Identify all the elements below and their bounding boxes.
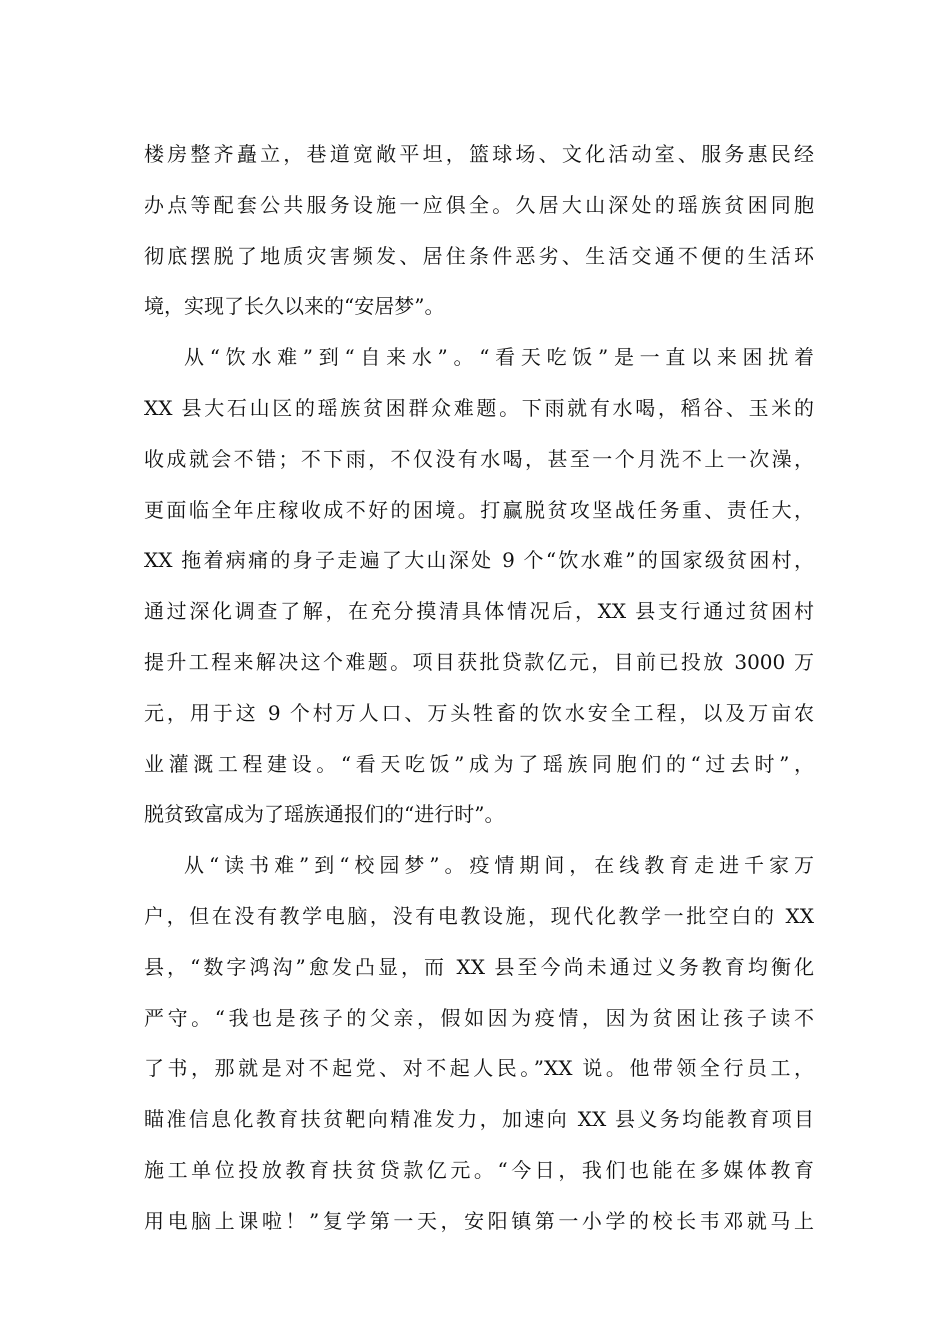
text-line: 严守。“我也是孩子的父亲，假如因为疫情，因为贫困让孩子读不: [144, 1005, 814, 1030]
text-line: 通过深化调查了解，在充分摸清具体情况后，XX 县支行通过贫困村: [144, 599, 814, 624]
text-line: 脱贫致富成为了瑶族通报们的“进行时”。: [144, 802, 505, 827]
text-line: 境，实现了长久以来的“安居梦”。: [144, 294, 445, 319]
text-line: 县，“数字鸿沟”愈发凸显，而 XX 县至今尚未通过义务教育均衡化: [144, 954, 814, 979]
text-line: 楼房整齐矗立，巷道宽敞平坦，篮球场、文化活动室、服务惠民经: [144, 142, 814, 166]
body-text: [144, 129, 814, 1247]
text-line: 收成就会不错；不下雨，不仅没有水喝，甚至一个月洗不上一次澡，: [144, 446, 814, 471]
paragraph-start-line: 从“读书难”到“校园梦”。疫情期间，在线教育走进千家万: [184, 853, 814, 878]
text-line: XX 拖着病痛的身子走遍了大山深处 9 个“饮水难”的国家级贫困村，: [144, 548, 814, 573]
text-line: 施工单位投放教育扶贫贷款亿元。“今日，我们也能在多媒体教育: [144, 1157, 814, 1182]
text-line: XX 县大石山区的瑶族贫困群众难题。下雨就有水喝，稻谷、玉米的: [144, 395, 814, 420]
text-line: 提升工程来解决这个难题。项目获批贷款亿元，目前已投放 3000 万: [144, 649, 814, 674]
paragraph-start-line: 从“饮水难”到“自来水”。“看天吃饭”是一直以来困扰着: [184, 345, 814, 370]
text-line: 更面临全年庄稼收成不好的困境。打赢脱贫攻坚战任务重、责任大，: [144, 497, 814, 522]
text-line: 瞄准信息化教育扶贫靶向精准发力，加速向 XX 县义务均能教育项目: [144, 1107, 814, 1132]
text-line: 彻底摆脱了地质灾害频发、居住条件恶劣、生活交通不便的生活环: [144, 243, 814, 268]
text-line: 业灌溉工程建设。“看天吃饭”成为了瑶族同胞们的“过去时”，: [144, 751, 814, 776]
text-line: 用电脑上课啦！”复学第一天，安阳镇第一小学的校长韦邓就马上: [144, 1208, 814, 1233]
text-line: 元，用于这 9 个村万人口、万头牲畜的饮水安全工程，以及万亩农: [144, 700, 814, 725]
text-line: 了书，那就是对不起党、对不起人民。”XX 说。他带领全行员工，: [144, 1056, 814, 1081]
text-line: 户，但在没有教学电脑，没有电教设施，现代化教学一批空白的 XX: [144, 903, 814, 928]
text-line: 办点等配套公共服务设施一应俱全。久居大山深处的瑶族贫困同胞: [144, 192, 814, 217]
